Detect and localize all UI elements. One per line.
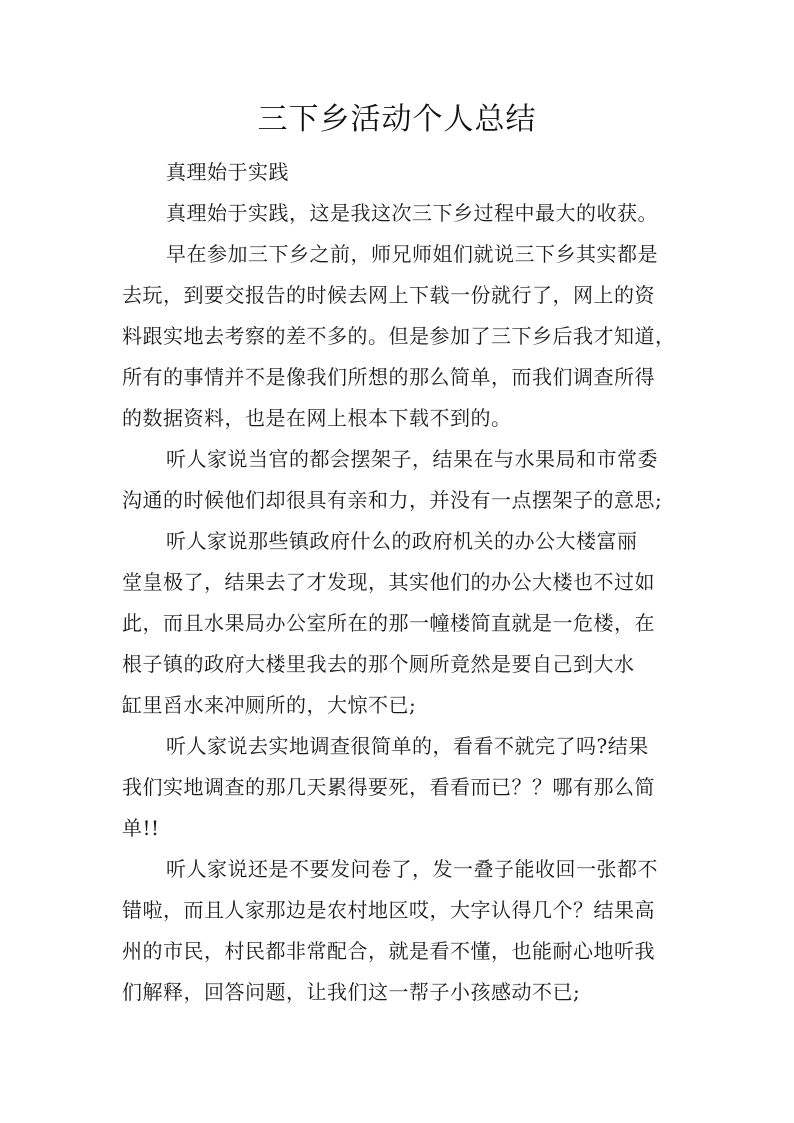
text-line: 缸里舀水来冲厕所的，大惊不已; [122, 693, 417, 717]
document-body [122, 152, 682, 1013]
text-line: 的数据资料，也是在网上根本下载不到的。 [122, 406, 512, 430]
text-line: 所有的事情并不是像我们所想的那么简单，而我们调查所得 [122, 365, 655, 389]
text-line: 沟通的时候他们却很具有亲和力，并没有一点摆架子的意思; [122, 488, 663, 512]
paragraph-officials [122, 439, 682, 521]
paragraph-field-survey [122, 726, 682, 849]
text-line: 听人家说那些镇政府什么的政府机关的办公大楼富丽 [166, 529, 638, 553]
paragraph-before-trip [122, 234, 682, 439]
text-line: 堂皇极了，结果去了才发现，其实他们的办公大楼也不过如 [122, 570, 655, 594]
text-line: 料跟实地去考察的差不多的。但是参加了三下乡后我才知道， [122, 324, 676, 348]
document-title: 三下乡活动个人总结 [257, 102, 537, 137]
text-line: 早在参加三下乡之前，师兄师姐们就说三下乡其实都是 [166, 242, 658, 266]
text-line: 错啦，而且人家那边是农村地区哎，大字认得几个？结果高 [122, 898, 655, 922]
text-line: 单!! [122, 816, 160, 840]
paragraph-subtitle [122, 152, 682, 193]
text-line: 根子镇的政府大楼里我去的那个厕所竟然是要自己到大水 [122, 652, 635, 676]
paragraph-questionnaire [122, 849, 682, 1013]
text-line: 此，而且水果局办公室所在的那一幢楼简直就是一危楼，在 [122, 611, 655, 635]
paragraph-main-point [122, 193, 682, 234]
text-line: 听人家说还是不要发问卷了，发一叠子能收回一张都不 [166, 857, 658, 881]
text-line: 州的市民，村民都非常配合，就是看不懂，也能耐心地听我 [122, 939, 655, 963]
text-line: 们解释，回答问题，让我们这一帮子小孩感动不已; [122, 980, 581, 1004]
text-line: 去玩，到要交报告的时候去网上下载一份就行了，网上的资 [122, 283, 655, 307]
text-line: 我们实地调查的那几天累得要死，看看而已？？哪有那么简 [122, 775, 655, 799]
text-line: 真理始于实践 [166, 160, 289, 184]
paragraph-office-buildings [122, 521, 682, 726]
text-line: 真理始于实践，这是我这次三下乡过程中最大的收获。 [166, 201, 658, 225]
text-line: 听人家说去实地调查很简单的，看看不就完了吗?结果 [166, 734, 649, 758]
text-line: 听人家说当官的都会摆架子，结果在与水果局和市常委 [166, 447, 658, 471]
